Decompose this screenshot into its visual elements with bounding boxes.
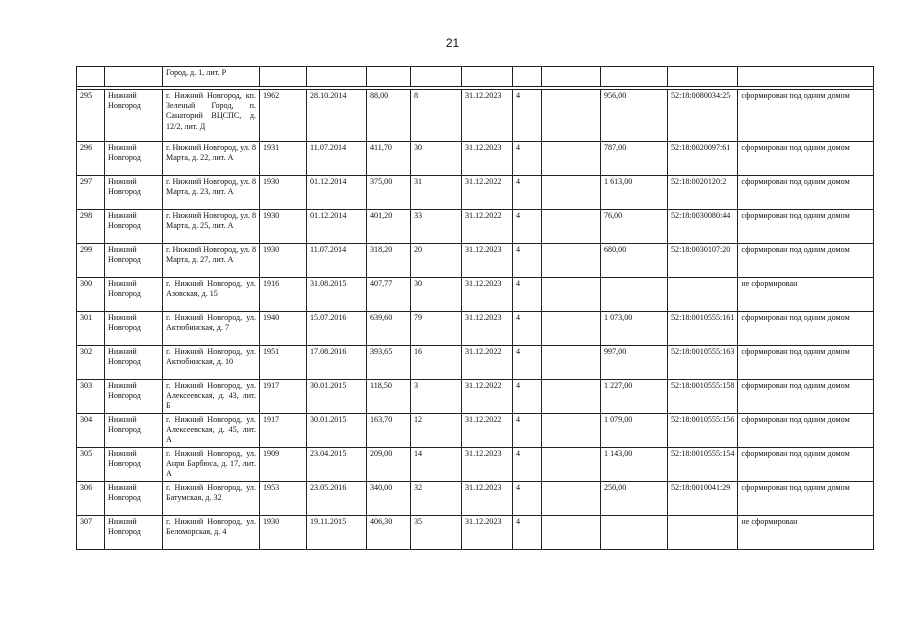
table-row [77, 210, 874, 244]
cell-year-built: 1916 [260, 278, 307, 312]
cell-empty [738, 67, 874, 87]
cell-row-number: 300 [77, 278, 105, 312]
table-row [77, 448, 874, 482]
cell-year-built: 1909 [260, 448, 307, 482]
cell-date: 31.08.2015 [307, 278, 367, 312]
cell-area: 639,60 [367, 312, 411, 346]
cell-land-area: 1 079,00 [601, 414, 668, 448]
cell-date: 23.04.2015 [307, 448, 367, 482]
cell-stage: 4 [513, 448, 542, 482]
cell-cadastral-number: 52:18:0010555:161 [668, 312, 738, 346]
cell-land-area [601, 516, 668, 550]
cell-address: г. Нижний Новгород, ул. 8 Марта, д. 25, лит. А [163, 210, 260, 244]
table-row [77, 176, 874, 210]
cell-address: г. Нижний Новгород, ул. Беломорская, д. 4 [163, 516, 260, 550]
table-row [77, 380, 874, 414]
housing-registry-table [76, 66, 874, 550]
cell-city: Нижний Новгород [105, 482, 163, 516]
cell-row-number: 307 [77, 516, 105, 550]
cell-land-status: сформирован под одним домом [738, 210, 874, 244]
cell-year-built: 1917 [260, 380, 307, 414]
cell-cadastral-number: 52:18:0020120:2 [668, 176, 738, 210]
cell-cadastral-number [668, 516, 738, 550]
cell-year-built: 1930 [260, 210, 307, 244]
cell-residents: 14 [411, 448, 462, 482]
table-row [77, 142, 874, 176]
cell-land-area [601, 278, 668, 312]
cell-land-status: сформирован под одним домом [738, 312, 874, 346]
cell-residents: 79 [411, 312, 462, 346]
cell-year-built: 1930 [260, 244, 307, 278]
cell-deadline: 31.12.2023 [462, 90, 513, 142]
cell-land-status: сформирован под одним домом [738, 244, 874, 278]
cell-date: 28.10.2014 [307, 90, 367, 142]
cell-deadline: 31.12.2022 [462, 210, 513, 244]
cell-address: г. Нижний Новгород, ул. 8 Марта, д. 23, лит. А [163, 176, 260, 210]
cell-city: Нижний Новгород [105, 414, 163, 448]
cell-city: Нижний Новгород [105, 244, 163, 278]
cell-deadline: 31.12.2022 [462, 346, 513, 380]
cell-row-number: 297 [77, 176, 105, 210]
cell-row-number: 301 [77, 312, 105, 346]
cell-residents: 32 [411, 482, 462, 516]
cell-deadline: 31.12.2023 [462, 312, 513, 346]
cell-address: г. Нижний Новгород, кп. Зеленый Город, п. Санаторий ВЦСПС, д. 12/2, лит. Д [163, 90, 260, 142]
cell-area: 407,77 [367, 278, 411, 312]
cell-residents: 20 [411, 244, 462, 278]
page-number: 21 [445, 36, 460, 50]
cell-stage: 4 [513, 210, 542, 244]
cell-area: 340,00 [367, 482, 411, 516]
cell-stage: 4 [513, 346, 542, 380]
cell-area: 411,70 [367, 142, 411, 176]
cell-empty [411, 67, 462, 87]
cell-empty [462, 67, 513, 87]
cell-address: г. Нижний Новгород, ул. Алексеевская, д. 43, лит. Б [163, 380, 260, 414]
cell-row-number: 305 [77, 448, 105, 482]
cell-city: Нижний Новгород [105, 210, 163, 244]
cell-area: 401,20 [367, 210, 411, 244]
cell-stage: 4 [513, 516, 542, 550]
cell-residents: 16 [411, 346, 462, 380]
cell-empty [542, 482, 601, 516]
cell-empty [542, 90, 601, 142]
cell-area: 318,20 [367, 244, 411, 278]
cell-stage: 4 [513, 278, 542, 312]
cell-empty [542, 312, 601, 346]
cell-cadastral-number: 52:18:0030080:44 [668, 210, 738, 244]
cell-area: 163,70 [367, 414, 411, 448]
cell-land-area: 1 613,00 [601, 176, 668, 210]
cell-cadastral-number: 52:18:0010555:154 [668, 448, 738, 482]
cell-date: 11.07.2014 [307, 244, 367, 278]
cell-city: Нижний Новгород [105, 346, 163, 380]
cell-area: 406,30 [367, 516, 411, 550]
cell-date: 01.12.2014 [307, 210, 367, 244]
cell-land-status: сформирован под одним домом [738, 90, 874, 142]
cell-land-area: 680,00 [601, 244, 668, 278]
cell-land-status: не сформирован [738, 516, 874, 550]
table-row [77, 312, 874, 346]
cell-land-area: 956,00 [601, 90, 668, 142]
cell-residents: 12 [411, 414, 462, 448]
cell-cadastral-number: 52:18:0010555:163 [668, 346, 738, 380]
cell-address: Город, д. 1, лит. Р [163, 67, 260, 87]
cell-address: г. Нижний Новгород, ул. Актюбинская, д. 10 [163, 346, 260, 380]
cell-land-area: 787,00 [601, 142, 668, 176]
cell-cadastral-number: 52:18:0010555:158 [668, 380, 738, 414]
cell-city: Нижний Новгород [105, 176, 163, 210]
cell-empty [542, 278, 601, 312]
cell-date: 11.07.2014 [307, 142, 367, 176]
cell-row-number: 304 [77, 414, 105, 448]
cell-cadastral-number [668, 278, 738, 312]
cell-deadline: 31.12.2023 [462, 482, 513, 516]
cell-empty [542, 210, 601, 244]
cell-land-status: сформирован под одним домом [738, 448, 874, 482]
cell-empty [542, 516, 601, 550]
cell-date: 30.01.2015 [307, 414, 367, 448]
cell-year-built: 1953 [260, 482, 307, 516]
cell-date: 19.11.2015 [307, 516, 367, 550]
cell-city: Нижний Новгород [105, 90, 163, 142]
cell-land-status: сформирован под одним домом [738, 414, 874, 448]
cell-year-built: 1940 [260, 312, 307, 346]
cell-year-built: 1931 [260, 142, 307, 176]
table-body [77, 67, 874, 550]
cell-residents: 30 [411, 142, 462, 176]
cell-cadastral-number: 52:18:0080034:25 [668, 90, 738, 142]
cell-empty [260, 67, 307, 87]
cell-empty [542, 380, 601, 414]
cell-date: 30.01.2015 [307, 380, 367, 414]
cell-deadline: 31.12.2023 [462, 448, 513, 482]
cell-empty [542, 346, 601, 380]
cell-row-number: 303 [77, 380, 105, 414]
cell-land-status: сформирован под одним домом [738, 380, 874, 414]
table-row [77, 278, 874, 312]
cell-stage: 4 [513, 312, 542, 346]
cell-city: Нижний Новгород [105, 516, 163, 550]
cell-address: г. Нижний Новгород, ул. 8 Марта, д. 22, лит. А [163, 142, 260, 176]
cell-address: г. Нижний Новгород, ул. Актюбинская, д. 7 [163, 312, 260, 346]
cell-residents: 31 [411, 176, 462, 210]
cell-empty [542, 67, 601, 87]
cell-land-status: сформирован под одним домом [738, 176, 874, 210]
cell-land-status: сформирован под одним домом [738, 346, 874, 380]
cell-address: г. Нижний Новгород, ул. Батумская, д. 32 [163, 482, 260, 516]
cell-year-built: 1917 [260, 414, 307, 448]
cell-date: 17.08.2016 [307, 346, 367, 380]
cell-cadastral-number: 52:18:0010555:156 [668, 414, 738, 448]
table-row [77, 482, 874, 516]
cell-residents: 30 [411, 278, 462, 312]
cell-empty [542, 142, 601, 176]
cell-empty [513, 67, 542, 87]
cell-empty [668, 67, 738, 87]
cell-address: г. Нижний Новгород, ул. Азовская, д. 15 [163, 278, 260, 312]
cell-row-number: 296 [77, 142, 105, 176]
cell-cadastral-number: 52:18:0030107:20 [668, 244, 738, 278]
cell-address: г. Нижний Новгород, ул. Анри Барбюса, д. 17, лит. А [163, 448, 260, 482]
cell-row-number: 299 [77, 244, 105, 278]
cell-city: Нижний Новгород [105, 380, 163, 414]
cell-land-area: 1 073,00 [601, 312, 668, 346]
cell-land-area: 76,00 [601, 210, 668, 244]
cell-land-area: 1 143,00 [601, 448, 668, 482]
cell-date: 01.12.2014 [307, 176, 367, 210]
cell-deadline: 31.12.2023 [462, 142, 513, 176]
cell-empty [542, 448, 601, 482]
cell-address: г. Нижний Новгород, ул. 8 Марта, д. 27, лит. А [163, 244, 260, 278]
cell-stage: 4 [513, 380, 542, 414]
table-row-continuation [77, 67, 874, 87]
cell-area: 393,65 [367, 346, 411, 380]
table-row [77, 90, 874, 142]
cell-residents: 35 [411, 516, 462, 550]
cell-empty [307, 67, 367, 87]
cell-area: 88,00 [367, 90, 411, 142]
cell-empty [542, 414, 601, 448]
cell-area: 118,50 [367, 380, 411, 414]
cell-row-number: 302 [77, 346, 105, 380]
cell-city: Нижний Новгород [105, 278, 163, 312]
cell-year-built: 1951 [260, 346, 307, 380]
cell-city: Нижний Новгород [105, 312, 163, 346]
table-row [77, 244, 874, 278]
table-row [77, 414, 874, 448]
table-row [77, 516, 874, 550]
cell-land-status: сформирован под одним домом [738, 482, 874, 516]
cell-stage: 4 [513, 142, 542, 176]
cell-empty [105, 67, 163, 87]
cell-land-status: сформирован под одним домом [738, 142, 874, 176]
cell-area: 209,00 [367, 448, 411, 482]
cell-empty [77, 67, 105, 87]
cell-row-number: 295 [77, 90, 105, 142]
cell-deadline: 31.12.2023 [462, 516, 513, 550]
cell-deadline: 31.12.2022 [462, 414, 513, 448]
cell-area: 375,00 [367, 176, 411, 210]
cell-residents: 3 [411, 380, 462, 414]
cell-residents: 33 [411, 210, 462, 244]
cell-stage: 4 [513, 414, 542, 448]
cell-cadastral-number: 52:18:0020097:61 [668, 142, 738, 176]
cell-land-area: 1 227,00 [601, 380, 668, 414]
cell-empty [601, 67, 668, 87]
cell-stage: 4 [513, 244, 542, 278]
cell-empty [367, 67, 411, 87]
cell-stage: 4 [513, 482, 542, 516]
cell-deadline: 31.12.2022 [462, 176, 513, 210]
cell-land-status: не сформирован [738, 278, 874, 312]
cell-year-built: 1962 [260, 90, 307, 142]
cell-deadline: 31.12.2023 [462, 244, 513, 278]
cell-row-number: 298 [77, 210, 105, 244]
cell-stage: 4 [513, 176, 542, 210]
cell-date: 15.07.2016 [307, 312, 367, 346]
cell-city: Нижний Новгород [105, 448, 163, 482]
cell-deadline: 31.12.2023 [462, 278, 513, 312]
cell-residents: 8 [411, 90, 462, 142]
table-row [77, 346, 874, 380]
cell-stage: 4 [513, 90, 542, 142]
cell-year-built: 1930 [260, 176, 307, 210]
cell-deadline: 31.12.2022 [462, 380, 513, 414]
cell-land-area: 997,00 [601, 346, 668, 380]
cell-empty [542, 176, 601, 210]
cell-land-area: 250,00 [601, 482, 668, 516]
cell-cadastral-number: 52:18:0010041:29 [668, 482, 738, 516]
cell-empty [542, 244, 601, 278]
cell-date: 23.05.2016 [307, 482, 367, 516]
cell-year-built: 1930 [260, 516, 307, 550]
cell-row-number: 306 [77, 482, 105, 516]
cell-city: Нижний Новгород [105, 142, 163, 176]
cell-address: г. Нижний Новгород, ул. Алексеевская, д. 45, лит. А [163, 414, 260, 448]
